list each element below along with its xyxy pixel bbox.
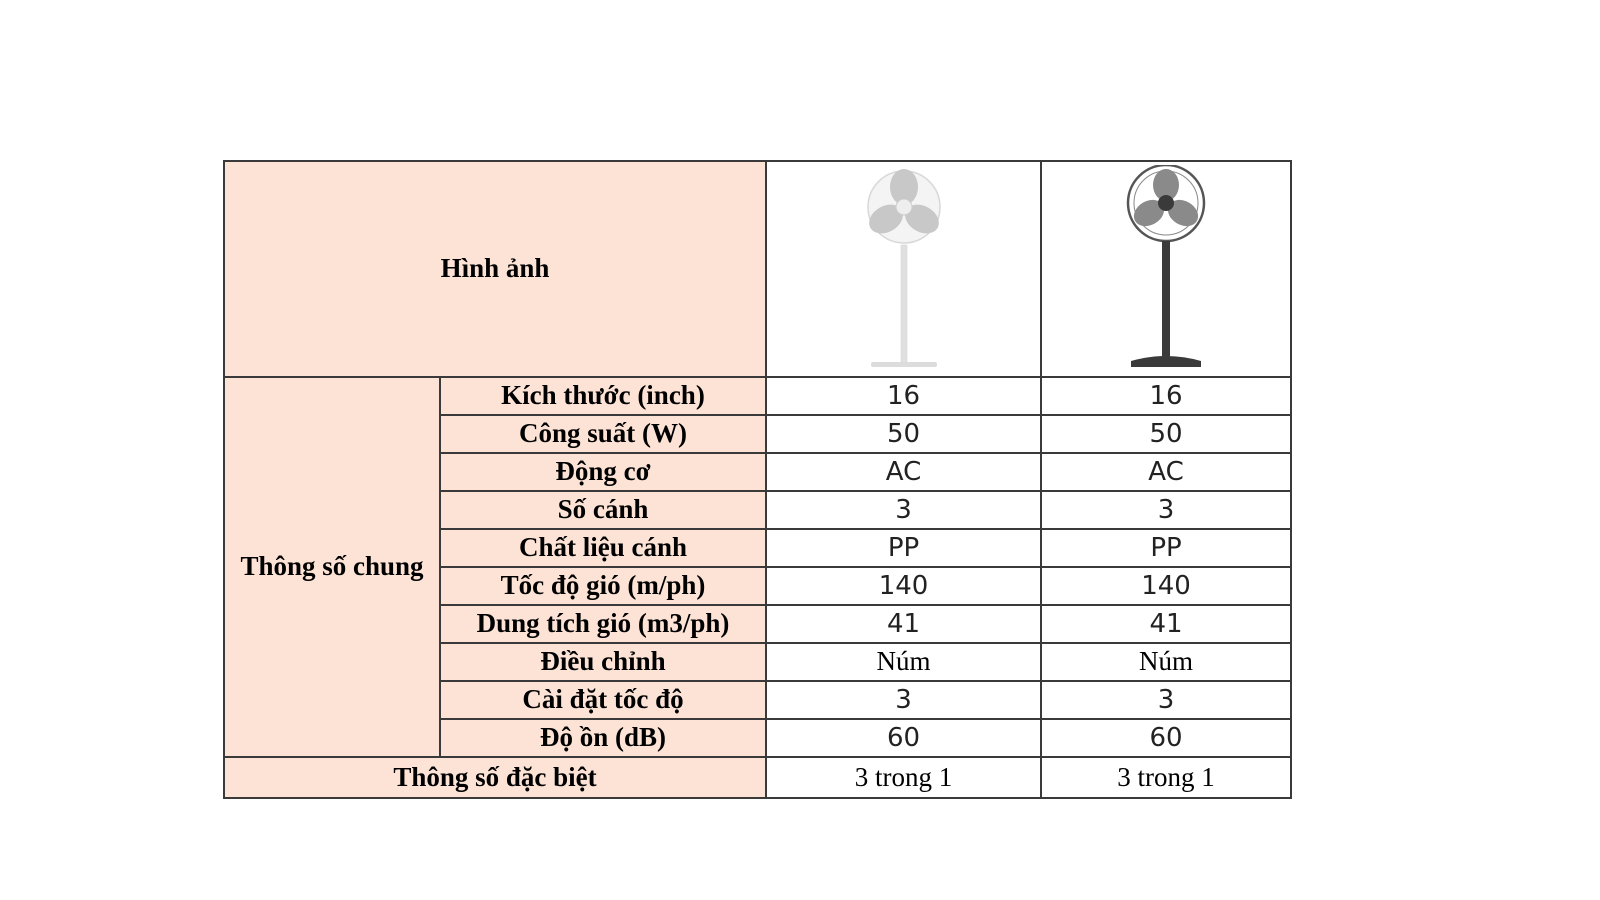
- value-cell: 3: [766, 681, 1041, 719]
- row-label: Động cơ: [440, 453, 766, 491]
- value-cell: AC: [1041, 453, 1291, 491]
- row-label: Tốc độ gió (m/ph): [440, 567, 766, 605]
- special-row: [224, 757, 1291, 798]
- value-cell: 140: [766, 567, 1041, 605]
- value-cell: 3: [1041, 681, 1291, 719]
- row-label: Cài đặt tốc độ: [440, 681, 766, 719]
- value-cell: 41: [766, 605, 1041, 643]
- spec-row: [224, 377, 1291, 415]
- row-label: Chất liệu cánh: [440, 529, 766, 567]
- value-cell: Núm: [1041, 643, 1291, 681]
- value-cell: 3 trong 1: [1041, 757, 1291, 798]
- product-1-image-cell: [766, 161, 1041, 377]
- row-label: Công suất (W): [440, 415, 766, 453]
- value-cell: 60: [1041, 719, 1291, 757]
- fan-white-icon: [859, 165, 949, 373]
- row-label: Dung tích gió (m3/ph): [440, 605, 766, 643]
- value-cell: 60: [766, 719, 1041, 757]
- fan-black-icon: [1121, 165, 1211, 373]
- value-cell: 3: [766, 491, 1041, 529]
- value-cell: 3: [1041, 491, 1291, 529]
- row-label: Kích thước (inch): [440, 377, 766, 415]
- value-cell: 3 trong 1: [766, 757, 1041, 798]
- product-2-image-cell: [1041, 161, 1291, 377]
- value-cell: Núm: [766, 643, 1041, 681]
- image-row: [224, 161, 1291, 377]
- group-label: Thông số chung: [224, 377, 440, 757]
- value-cell: AC: [766, 453, 1041, 491]
- row-label: Điều chỉnh: [440, 643, 766, 681]
- value-cell: 50: [766, 415, 1041, 453]
- special-label: Thông số đặc biệt: [224, 757, 766, 798]
- spec-comparison-table: [223, 160, 1292, 799]
- value-cell: PP: [1041, 529, 1291, 567]
- image-header-label: Hình ảnh: [224, 161, 766, 377]
- row-label: Độ ồn (dB): [440, 719, 766, 757]
- value-cell: 140: [1041, 567, 1291, 605]
- value-cell: PP: [766, 529, 1041, 567]
- row-label: Số cánh: [440, 491, 766, 529]
- value-cell: 50: [1041, 415, 1291, 453]
- value-cell: 41: [1041, 605, 1291, 643]
- value-cell: 16: [1041, 377, 1291, 415]
- value-cell: 16: [766, 377, 1041, 415]
